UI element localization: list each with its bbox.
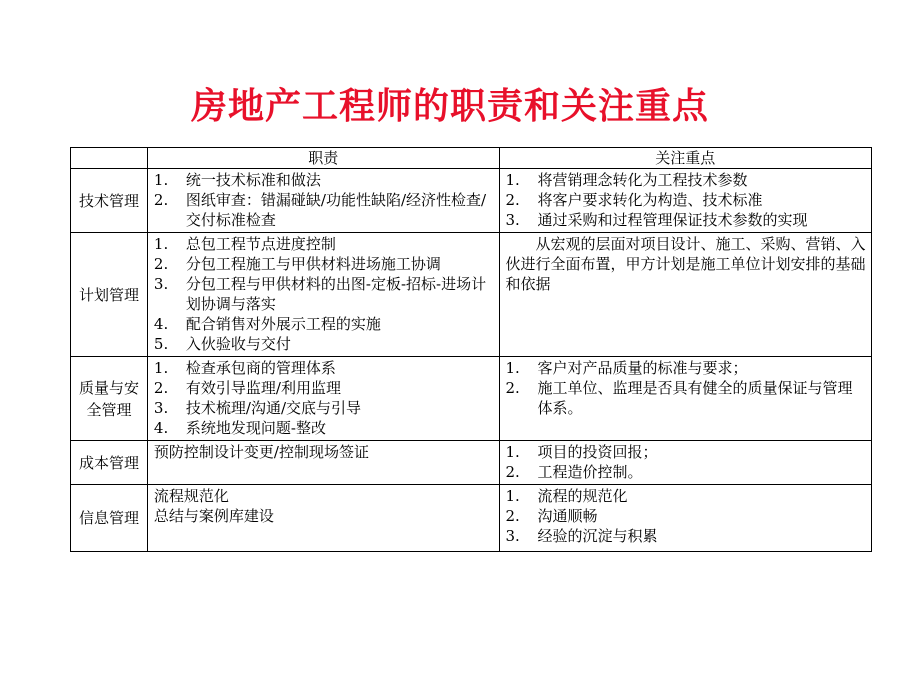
table-row — [71, 233, 872, 357]
table-row — [71, 357, 872, 441]
row-category: 成本管理 — [71, 441, 148, 485]
focus-cell — [499, 485, 871, 552]
list-item: 2. 有效引导监理/利用监理 — [153, 379, 341, 397]
list-item: 2. 施工单位、监理是否具有健全的质量保证与管理体系。 — [505, 379, 853, 417]
list-item: 2. 将客户要求转化为构造、技术标准 — [505, 191, 763, 209]
focus-cell — [499, 169, 871, 233]
list-item: 1. 流程的规范化 — [505, 487, 628, 505]
focus-cell — [499, 441, 871, 485]
row-category: 信息管理 — [71, 485, 148, 552]
list-item: 1. 将营销理念转化为工程技术参数 — [505, 171, 748, 189]
table-row — [71, 169, 872, 233]
header-duties: 职责 — [147, 148, 499, 169]
duties-cell — [147, 233, 499, 357]
list-item: 2. 沟通顺畅 — [505, 507, 598, 525]
list-item: 1. 客户对产品质量的标准与要求； — [505, 359, 748, 377]
responsibilities-table — [70, 147, 872, 552]
focus-cell — [499, 357, 871, 441]
focus-paragraph: 从宏观的层面对项目设计、施工、采购、营销、入伙进行全面布置，甲方计划是施工单位计划安排的基础和依据 — [505, 235, 866, 293]
row-category: 技术管理 — [71, 169, 148, 233]
list-item: 2. 分包工程施工与甲供材料进场施工协调 — [153, 255, 441, 273]
duties-cell — [147, 357, 499, 441]
list-item: 3. 分包工程与甲供材料的出图-定板-招标-进场计划协调与落实 — [153, 275, 487, 313]
duties-cell — [147, 485, 499, 552]
table-row — [71, 441, 872, 485]
duties-cell — [147, 169, 499, 233]
duties-cell — [147, 441, 499, 485]
page-title: 房地产工程师的职责和关注重点 — [190, 86, 709, 127]
list-item: 4. 配合销售对外展示工程的实施 — [153, 315, 381, 333]
duties-text: 预防控制设计变更/控制现场签证 — [153, 443, 369, 461]
list-item: 1. 统一技术标准和做法 — [153, 171, 321, 189]
list-item: 2. 工程造价控制。 — [505, 463, 643, 481]
table-row — [71, 485, 872, 552]
list-item: 3. 通过采购和过程管理保证技术参数的实现 — [505, 211, 808, 229]
duties-line: 流程规范化 — [153, 487, 229, 505]
list-item: 1. 项目的投资回报； — [505, 443, 658, 461]
list-item: 3. 技术梳理/沟通/交底与引导 — [153, 399, 362, 417]
row-category: 质量与安全管理 — [71, 357, 148, 441]
list-item: 3. 经验的沉淀与积累 — [505, 527, 658, 545]
row-category: 计划管理 — [71, 233, 148, 357]
list-item: 4. 系统地发现问题-整改 — [153, 419, 326, 437]
list-item: 1. 总包工程节点进度控制 — [153, 235, 336, 253]
list-item: 5. 入伙验收与交付 — [153, 335, 291, 353]
duties-line: 总结与案例库建设 — [153, 507, 274, 525]
header-focus: 关注重点 — [499, 148, 871, 169]
header-category — [71, 148, 148, 169]
list-item: 2. 图纸审查：错漏碰缺/功能性缺陷/经济性检查/交付标准检查 — [153, 191, 487, 229]
focus-cell — [499, 233, 871, 357]
table-header-row — [71, 148, 872, 169]
list-item: 1. 检查承包商的管理体系 — [153, 359, 336, 377]
